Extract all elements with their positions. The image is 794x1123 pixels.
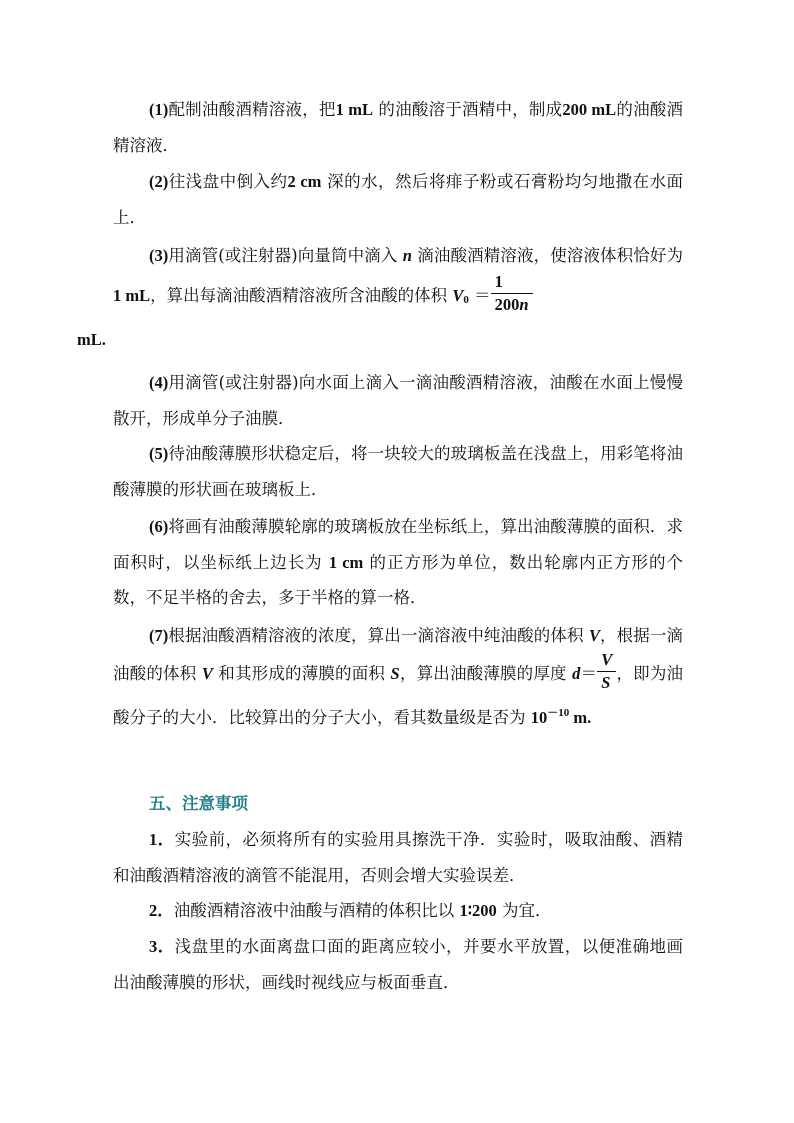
fraction-v0: $\frac{1}{200n}$ [491, 274, 533, 313]
step-2: (2)往浅盘中倒入约2 cm 深的水，然后将痱子粉或石膏粉均匀地撒在水面上． [113, 172, 683, 227]
step-7: (7)根据油酸酒精溶液的浓度，算出一滴溶液中纯油酸的体积 V，根据一滴油酸的体积 V 和其形成的薄膜的面积 S，算出油酸薄膜的厚度 d＝ $\frac{V}{S}$ ，即为油酸分子的大小．比较算出的分子大小，看其数量级是否为 $10^{-10}$ m. [113, 626, 684, 727]
step-4: (4)用滴管(或注射器)向水面上滴入一滴油酸酒精溶液，油酸在水面上慢慢散开，形成单分子油膜． [113, 373, 683, 428]
step-6: (6)将画有油酸薄膜轮廓的玻璃板放在坐标纸上，算出油酸薄膜的面积．求面积时，以坐标纸上边长为 1 cm 的正方形为单位，数出轮廓内正方形的个数，不足半格的舍去，多于半格的算一格． [113, 517, 683, 607]
step-5: (5)待油酸薄膜形状稳定后，将一块较大的玻璃板盖在浅盘上，用彩笔将油酸薄膜的形状画在玻璃板上． [113, 444, 683, 499]
step-3: (3)用滴管(或注射器)向量筒中滴入 n 滴油酸酒精溶液，使溶液体积恰好为 1 mL，算出每滴油酸酒精溶液所含油酸的体积 $V_0$ ＝ $\frac{1}{200n}$ mL. [77, 246, 684, 349]
note-1: 1．实验前，必须将所有的实验用具擦洗干净．实验时，吸取油酸、酒精和油酸酒精溶液的滴管不能混用，否则会增大实验误差． [113, 830, 684, 885]
section-heading: 五、注意事项 [149, 794, 248, 813]
note-2: 2．油酸酒精溶液中油酸与酒精的体积比以 1∶200 为宜． [149, 901, 552, 920]
step-1: (1)配制油酸酒精溶液，把1 mL 的油酸溶于酒精中，制成200 mL的油酸酒精溶液． [113, 100, 684, 155]
note-3: 3．浅盘里的水面离盘口面的距离应较小，并要水平放置，以便准确地画出油酸薄膜的形状，画线时视线应与板面垂直． [113, 937, 684, 992]
fraction-d: $\frac{V}{S}$ [597, 652, 616, 691]
